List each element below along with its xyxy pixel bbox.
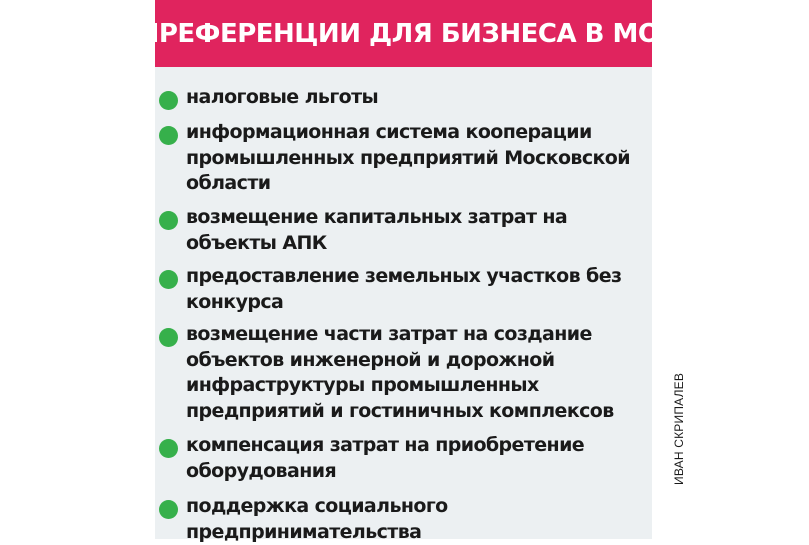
list-item-text: налоговые льготы	[186, 86, 379, 108]
bullet-icon	[159, 439, 178, 458]
bullet-icon	[159, 211, 178, 230]
bullet-icon	[159, 126, 178, 145]
bullet-icon	[159, 500, 178, 519]
infographic-card	[137, 0, 670, 543]
list-item-text: компенсация затрат на приобретение оборудования	[186, 434, 585, 482]
list-item-text: информационная система кооперации промышленных предприятий Московской области	[186, 121, 630, 194]
list-item-text: возмещение части затрат на создание объектов инженерной и дорожной инфраструктуры промышленных предприятий и гостиничных комплексов	[186, 323, 614, 422]
list-item-text: предоставление земельных участков без конкурса	[186, 265, 622, 313]
bullet-icon	[159, 91, 178, 110]
bullet-icon	[159, 328, 178, 347]
preferences-list	[155, 0, 652, 543]
photo-credit: ИВАН СКРИПАЛЕВ	[672, 372, 686, 485]
header-title: ПРЕФЕРЕНЦИИ ДЛЯ БИЗНЕСА В МО:	[137, 18, 670, 49]
bullet-icon	[159, 270, 178, 289]
list-item-text: поддержка социального предпринимательства	[186, 495, 448, 543]
list-item-text: возмещение капитальных затрат на объекты АПК	[186, 206, 568, 254]
